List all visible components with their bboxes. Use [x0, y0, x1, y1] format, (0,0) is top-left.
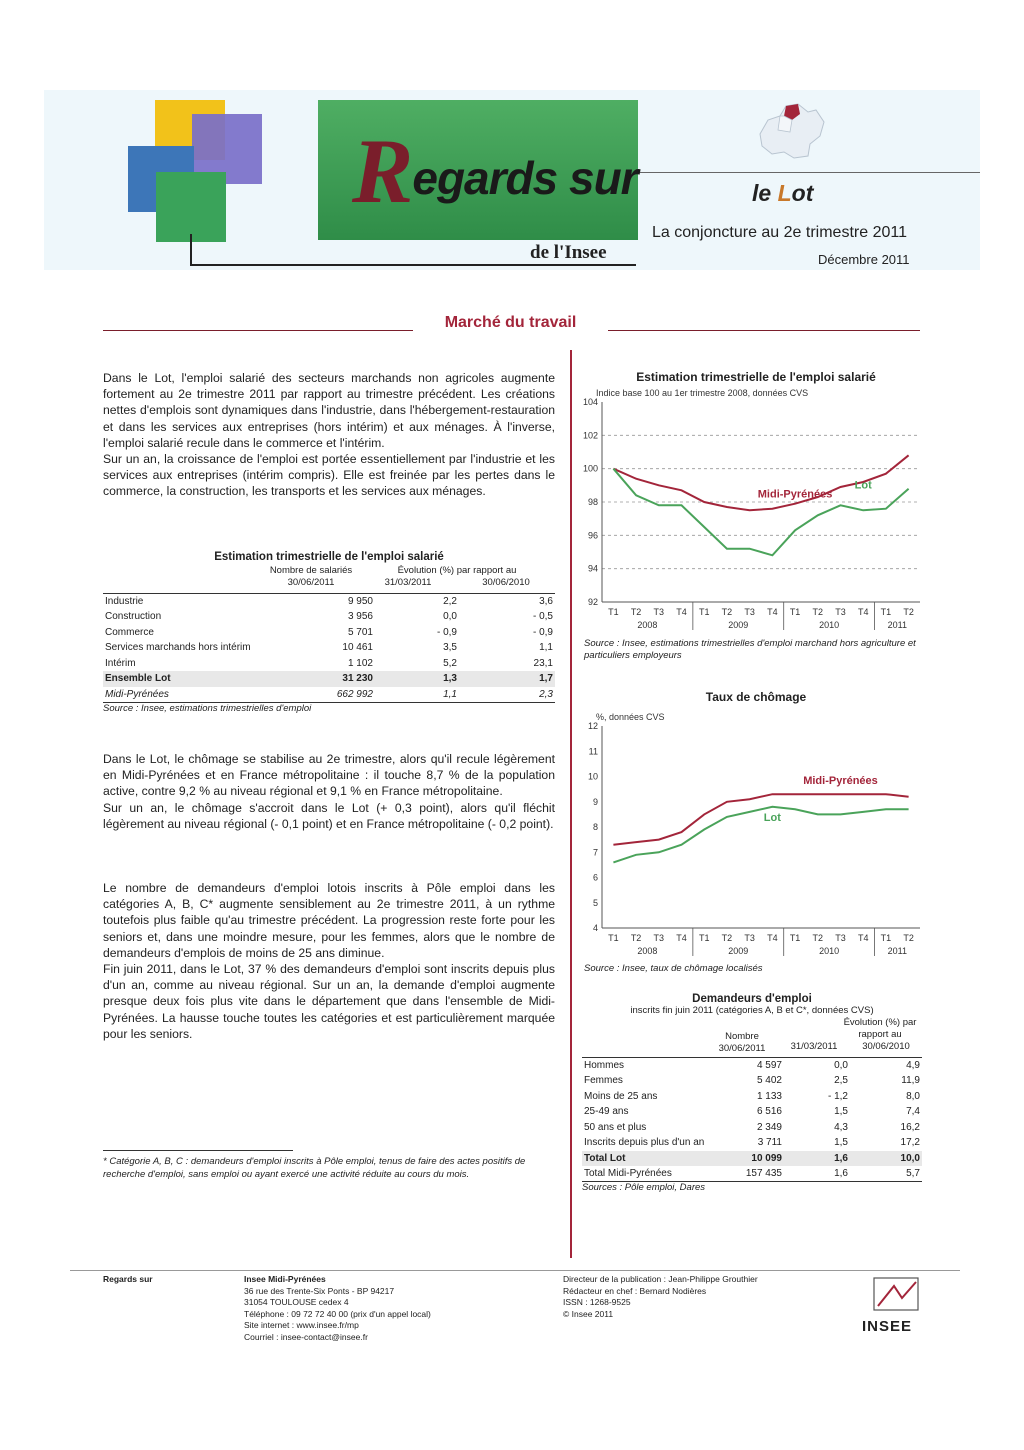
cell-evol-trim: 1,3: [443, 673, 457, 685]
x-tick-label: T3: [653, 607, 665, 617]
x-tick-label: T1: [608, 607, 619, 617]
x-tick-label: T4: [676, 933, 687, 943]
y-tick-label: 10: [587, 771, 598, 782]
row-label: Intérim: [105, 657, 136, 669]
footer-credits: [563, 1274, 823, 1320]
demandeurs-table-subtitle: inscrits fin juin 2011 (catégories A, B et C*, données CVS): [630, 1005, 874, 1016]
table-row-total: [582, 1151, 922, 1167]
cell-nombre: 1 102: [347, 657, 373, 669]
insee-logo-text: INSEE: [862, 1318, 913, 1335]
x-tick-label: T1: [789, 933, 801, 943]
footer-credit-line: Directeur de la publication : Jean-Philippe Grouthier: [563, 1274, 758, 1284]
x-tick-label: T3: [835, 933, 846, 943]
y-tick-label: 12: [587, 721, 598, 731]
year-label: 2009: [728, 620, 749, 630]
y-tick-label: 6: [592, 872, 598, 883]
paragraph-5: Le nombre de demandeurs d'emploi lotois inscrits à Pôle emploi dans les catégories A, B, C* augmente sensiblement au 2e trimestre 2011, à un rythme toutefois plus faible qu'au trimestre précédent. La progression reste forte pour les seniors et, dans une moindre mesure, pour les femmes, alors que le nombre de demandeurs d'emplois de moins de 25 ans diminue.: [103, 881, 555, 960]
row-label: Femmes: [584, 1075, 623, 1087]
cell-evol-an: 4,9: [906, 1060, 920, 1071]
cell-evol-trim: 2,2: [443, 596, 457, 607]
footnote: * Catégorie A, B, C : demandeurs d'emploi inscrits à Pôle emploi, tenus de faire des actes positifs de recherche d'emploi, sans emploi ou ayant exercé une activité réduite au cours du mois.: [103, 1156, 526, 1180]
y-tick-label: 7: [592, 847, 598, 858]
cell-nombre: 6 516: [756, 1106, 782, 1118]
y-tick-label: 104: [582, 397, 598, 407]
table-row: [103, 640, 555, 656]
emploi-table-source: Source : Insee, estimations trimestrielles d'emploi: [103, 702, 312, 714]
header-rule: [640, 172, 980, 173]
paragraph-1: Dans le Lot, l'emploi salarié des secteurs marchands non agricoles augmente fortement au 2e trimestre 2011 par rapport au trimestre précédent. Les créations nettes d'emplois sont dynamiques dans l'industrie, dans l'hébergement-restauration et dans les services aux entreprises (hors intérim) et aux ménages. À l'inverse, l'emploi salarié recule dans le commerce et l'intérim.: [103, 371, 555, 450]
paragraph-3: Dans le Lot, le chômage se stabilise au 2e trimestre, alors qu'il recule légèrement en Midi-Pyrénées et en France métropolitaine : il touche 8,7 % de la population active, contre 9,2 % au niveau régional et 9,1 % en France métropolitaine.: [103, 752, 555, 799]
section-rule-left: [103, 330, 413, 331]
footer-rule: [70, 1270, 960, 1271]
y-tick-label: 4: [592, 923, 598, 933]
cell-evol-trim: 3,5: [443, 642, 457, 654]
cell-evol-an: 1,7: [539, 673, 553, 685]
title-underline: [190, 264, 636, 266]
paragraph-demandeurs: [103, 880, 555, 1042]
cell-nombre: 9 950: [347, 596, 373, 607]
table-row: [582, 1058, 922, 1074]
y-tick-label: 11: [588, 746, 598, 757]
cell-nombre: 1 133: [756, 1090, 782, 1102]
year-label: 2010: [819, 946, 840, 956]
row-label: Inscrits depuis plus d'un an: [584, 1137, 705, 1149]
cell-evol-an: 1,1: [539, 642, 553, 654]
cell-evol-trim: 1,6: [834, 1152, 848, 1164]
cell-nombre: 662 992: [336, 688, 373, 700]
emploi-table: [103, 593, 555, 703]
cell-evol-an: - 0,5: [532, 611, 553, 623]
y-tick-label: 98: [587, 497, 598, 507]
chart-unit-note: %, données CVS: [596, 712, 665, 722]
footer-address-line: 31054 TOULOUSE cedex 4: [244, 1297, 349, 1307]
cell-evol-trim: 1,5: [834, 1137, 848, 1149]
x-tick-label: T4: [676, 607, 687, 617]
cell-evol-an: - 0,9: [532, 626, 553, 638]
cell-nombre: 157 435: [745, 1168, 782, 1179]
emploi-col-trim: 31/03/2011: [384, 577, 432, 588]
series-label: Midi-Pyrénées: [757, 488, 833, 501]
x-tick-label: T2: [630, 933, 642, 943]
row-label: Ensemble Lot: [105, 673, 171, 685]
cell-evol-an: 5,7: [906, 1168, 920, 1179]
row-label: Services marchands hors intérim: [105, 642, 251, 654]
footer-address: [244, 1274, 524, 1343]
cell-evol-trim: - 1,2: [827, 1090, 848, 1102]
insee-logo-icon: [872, 1276, 922, 1316]
table-row: [582, 1120, 922, 1136]
paragraph-2: Sur un an, la croissance de l'emploi est portée essentiellement par l'industrie et les services aux entreprises (intérim compris). Elle est freinée par les pertes dans le commerce, la construction, les transports et les services aux ménages.: [103, 452, 555, 499]
x-tick-label: T3: [744, 607, 755, 617]
table-row: [103, 594, 555, 610]
series-label: Midi-Pyrénées: [803, 775, 878, 788]
conjoncture-label: La conjoncture au 2e trimestre 2011: [652, 224, 907, 241]
y-tick-label: 96: [587, 530, 598, 541]
cell-evol-trim: 1,5: [834, 1106, 848, 1118]
emploi-table-block: [103, 551, 555, 714]
emploi-col-evolution: [359, 565, 555, 589]
x-tick-label: T1: [789, 607, 801, 617]
paragraph-6: Fin juin 2011, dans le Lot, 37 % des demandeurs d'emploi sont inscrits depuis plus d'un an, comme au niveau régional. Sur un an, la demande d'emploi augmente presque deux fois plus vite dans le département que dans l'ensemble de Midi-Pyrénées. La hausse touche toutes les catégories et est particulièrement marquée pour les seniors.: [103, 962, 555, 1041]
publication-title: Regards sur: [352, 120, 638, 222]
cell-nombre: 3 711: [757, 1137, 782, 1149]
series-label: Lot: [854, 479, 872, 492]
x-tick-label: T3: [835, 607, 846, 617]
region-name: le Lot: [752, 180, 814, 206]
y-tick-label: 100: [582, 463, 598, 474]
demandeurs-table: [582, 1057, 922, 1182]
x-tick-label: T1: [880, 933, 892, 943]
x-tick-label: T1: [698, 607, 710, 617]
paragraph-4: Sur un an, le chômage s'accroit dans le Lot (+ 0,3 point), alors qu'il fléchit légèrement au niveau régional (- 0,1 point) et en France métropolitaine (- 0,2 point).: [103, 800, 555, 831]
x-tick-label: T4: [857, 933, 869, 943]
row-label: 50 ans et plus: [584, 1121, 647, 1133]
chart-chomage-source: Source : Insee, taux de chômage localisés: [584, 963, 763, 974]
chart-emploi-source: Source : Insee, estimations trimestrielles d'emploi marchand hors agriculture et particuliers employeurs: [584, 638, 916, 661]
x-tick-label: T4: [767, 607, 778, 617]
paragraph-emploi: [103, 370, 555, 500]
cell-evol-an: 23,1: [533, 657, 553, 669]
footer-credit-line: ISSN : 1268-9525: [563, 1297, 631, 1307]
x-tick-label: T2: [812, 933, 824, 943]
footer-credit-line: © Insee 2011: [563, 1308, 614, 1319]
cell-evol-trim: 0,0: [834, 1060, 848, 1071]
year-label: 2011: [887, 620, 907, 630]
cell-evol-trim: 0,0: [443, 611, 457, 623]
title-side-line: [190, 234, 192, 266]
cell-evol-trim: 5,2: [443, 657, 457, 669]
column-divider: [570, 350, 572, 1258]
demandeurs-table-source: Sources : Pôle emploi, Dares: [582, 1182, 706, 1193]
footer-website-link[interactable]: Site internet : www.insee.fr/mp: [244, 1320, 359, 1330]
series-line-midi-pyrenees: [613, 794, 908, 845]
x-tick-label: T2: [721, 607, 733, 617]
footer-phone: Téléphone : 09 72 72 40 00 (prix d'un appel local): [244, 1308, 431, 1319]
x-tick-label: T2: [630, 607, 642, 617]
row-label: Total Lot: [584, 1152, 626, 1164]
region-map-icon: [750, 96, 830, 162]
demandeurs-col-trim: 31/03/2011: [790, 1041, 838, 1052]
emploi-col-nombre: Nombre de salariés 30/06/2011: [269, 565, 353, 588]
cell-evol-an: 10,0: [900, 1152, 920, 1164]
publication-subtitle: de l'Insee: [530, 242, 607, 263]
cell-evol-an: 3,6: [539, 596, 553, 607]
series-label: Lot: [763, 811, 781, 824]
cell-nombre: 3 956: [347, 611, 373, 623]
y-tick-label: 94: [587, 563, 598, 574]
cell-nombre: 2 349: [756, 1121, 782, 1133]
x-tick-label: T2: [903, 607, 914, 617]
table-row-region: [103, 687, 555, 703]
section-rule-right: [608, 330, 920, 331]
footer-credit-line: Rédacteur en chef : Bernard Nodières: [563, 1285, 707, 1296]
table-row: [103, 609, 555, 625]
chart-emploi-title: Estimation trimestrielle de l'emploi salarié: [636, 370, 876, 384]
logo-square-green: [156, 172, 226, 242]
paragraph-chomage: [103, 751, 555, 832]
row-label: Moins de 25 ans: [584, 1090, 658, 1102]
publication-date: Décembre 2011: [818, 252, 910, 267]
y-tick-label: 92: [587, 597, 598, 607]
chart-unit-note: Indice base 100 au 1er trimestre 2008, données CVS: [596, 388, 809, 398]
demandeurs-table-block: [582, 993, 922, 1193]
cell-evol-an: 2,3: [539, 688, 553, 700]
x-tick-label: T1: [698, 933, 710, 943]
cell-evol-trim: 1,1: [443, 688, 457, 700]
cell-nombre: 5 402: [756, 1075, 782, 1087]
row-label: Commerce: [105, 626, 154, 638]
cell-evol-an: 11,9: [901, 1075, 920, 1087]
emploi-col-evolution-label: Évolution (%) par rapport au: [397, 565, 517, 576]
demandeurs-table-title: Demandeurs d'emploi: [692, 993, 812, 1005]
chart-chomage-title: Taux de chômage: [705, 690, 807, 704]
footer-email-link[interactable]: Courriel : insee-contact@insee.fr: [244, 1331, 368, 1342]
table-row-total: [103, 671, 555, 687]
table-row: [582, 1089, 922, 1105]
x-tick-label: T3: [653, 933, 665, 943]
y-tick-label: 8: [592, 822, 598, 832]
table-row: [582, 1135, 922, 1151]
row-label: Construction: [105, 611, 162, 623]
y-tick-label: 5: [592, 897, 598, 908]
emploi-col-an: 30/06/2010: [482, 577, 530, 588]
y-tick-label: 9: [592, 796, 598, 807]
cell-evol-an: 7,4: [906, 1106, 920, 1118]
cell-evol-an: 16,2: [900, 1121, 920, 1133]
row-label: Midi-Pyrénées: [105, 688, 169, 700]
x-tick-label: T1: [608, 933, 619, 943]
cell-evol-trim: 1,6: [834, 1168, 848, 1179]
x-tick-label: T2: [812, 607, 824, 617]
table-row-region: [582, 1166, 922, 1182]
cell-evol-trim: 2,5: [834, 1075, 848, 1087]
row-label: Industrie: [105, 596, 144, 607]
demandeurs-col-evolution-label: Évolution (%) par rapport au: [843, 1017, 917, 1040]
year-label: 2010: [819, 620, 840, 630]
footer-address-line: 36 rue des Trente-Six Ponts - BP 94217: [244, 1285, 395, 1296]
demandeurs-table-header: [582, 1017, 922, 1055]
x-tick-label: T2: [721, 933, 733, 943]
cell-nombre: 4 597: [756, 1060, 782, 1071]
year-label: 2008: [637, 946, 658, 956]
y-tick-label: 102: [582, 430, 598, 441]
section-title: Marché du travail: [444, 314, 577, 331]
table-row: [103, 656, 555, 672]
footnote-rule: [103, 1150, 293, 1151]
year-label: 2009: [728, 946, 749, 956]
demandeurs-col-nombre: Nombre 30/06/2011: [718, 1031, 766, 1054]
series-line-lot: [613, 807, 908, 863]
chart-emploi: [582, 386, 930, 638]
row-label: Hommes: [584, 1060, 625, 1071]
cell-nombre: 10 099: [751, 1152, 782, 1164]
cell-nombre: 5 701: [347, 626, 373, 638]
table-row: [582, 1073, 922, 1089]
x-tick-label: T1: [880, 607, 892, 617]
row-label: Total Midi-Pyrénées: [584, 1168, 672, 1179]
demandeurs-col-evolution: [778, 1017, 922, 1055]
x-tick-label: T2: [903, 933, 914, 943]
footer-publication: Regards sur: [103, 1274, 153, 1284]
demandeurs-col-an: 30/06/2010: [862, 1041, 910, 1052]
x-tick-label: T4: [857, 607, 869, 617]
row-label: 25-49 ans: [584, 1106, 629, 1118]
year-label: 2008: [637, 620, 658, 630]
cell-nombre: 10 461: [342, 642, 373, 654]
x-tick-label: T4: [767, 933, 778, 943]
cell-evol-an: 8,0: [906, 1090, 920, 1102]
cell-nombre: 31 230: [342, 673, 373, 685]
footer-address-line: Insee Midi-Pyrénées: [244, 1274, 326, 1284]
x-tick-label: T3: [744, 933, 755, 943]
chart-chomage: [582, 706, 930, 964]
emploi-table-header: [103, 565, 555, 589]
table-row: [582, 1104, 922, 1120]
cell-evol-trim: 4,3: [834, 1121, 848, 1133]
emploi-table-title: Estimation trimestrielle de l'emploi salarié: [214, 551, 444, 563]
cell-evol-trim: - 0,9: [436, 626, 457, 638]
table-row: [103, 625, 555, 641]
year-label: 2011: [887, 946, 907, 956]
cell-evol-an: 17,2: [900, 1137, 920, 1149]
